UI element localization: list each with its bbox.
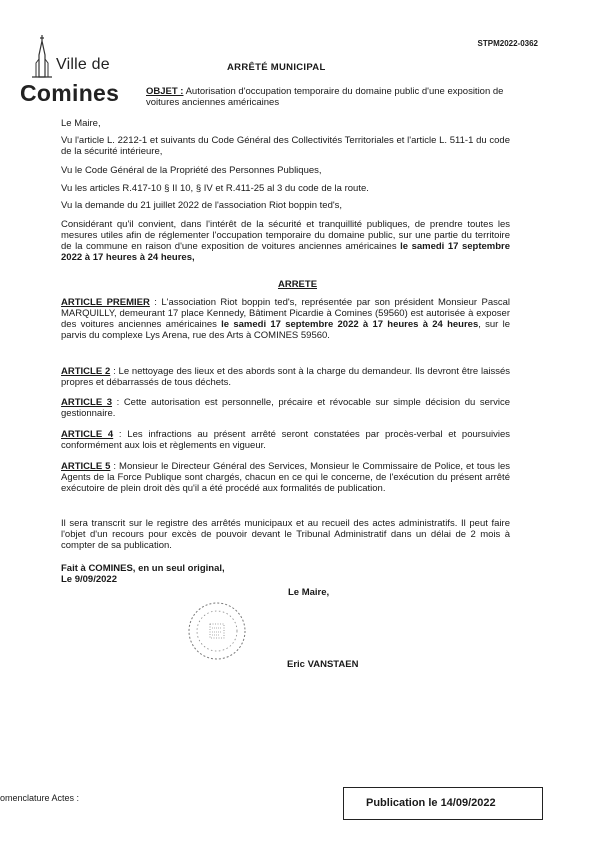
fait-date: Le 9/09/2022: [61, 574, 117, 585]
transcription-paragraph: Il sera transcrit sur le registre des arrêtés municipaux et au recueil des actes administratifs. Il peut faire l'objet d'un recours pour excès de pouvoir devant le Tribunal Administratif dans un délai de 2 mois à compter de sa publication.: [61, 518, 510, 551]
article-premier-text-1: : L'association Riot boppin ted's, représentée par son président Monsieur Pascal MARQUILLY, demeurant 17 place Kennedy, Bâtiment Picardie à Comines (59560) est autorisée à exposer des voitures anciennes américaines: [61, 297, 510, 330]
article-4-text: : Les infractions au présent arrêté seront constatées par procès-verbal et poursuivies conformément aux lois et règlements en vigueur.: [61, 429, 510, 451]
objet-block: [146, 86, 516, 108]
preamble-vu-cg3p: Vu le Code Général de la Propriété des Personnes Publiques,: [61, 165, 322, 176]
article-premier-text-2: , sur le parvis du complexe Lys Arena, rue des Arts à COMINES 59560.: [61, 319, 510, 341]
logo-ville-de: Ville de: [56, 56, 110, 73]
preamble-vu-code-route: Vu les articles R.417-10 § II 10, § IV et R.411-25 al 3 du code de la route.: [61, 183, 369, 194]
signatory-name: Eric VANSTAEN: [287, 659, 359, 670]
article-3-label: ARTICLE 3: [61, 397, 113, 408]
document-title: ARRÊTÉ MUNICIPAL: [227, 62, 326, 73]
document-reference: STPM2022-0362: [477, 39, 538, 48]
arrete-heading: ARRETE: [277, 279, 318, 290]
article-5-text: : Monsieur le Directeur Général des Services, Monsieur le Commissaire de Police, et tous les Agents de la Force Publique sont chargés, chacun en ce qui le concerne, de l'exécution du présent arrêté exécutoire de plein droit dès qu'il a été procédé aux formalités de publication.: [61, 461, 510, 494]
article-4: [61, 429, 510, 451]
article-2-text: : Le nettoyage des lieux et des abords sont à la charge du demandeur. Ils devront être laissés propres et débarrassés de tous déchets.: [61, 366, 510, 388]
considerant-paragraph: [61, 219, 510, 263]
preamble-vu-cgct: Vu l'article L. 2212-1 et suivants du Code Général des Collectivités Territoriales et l'article L. 511-1 du code de la sécurité intérieure,: [61, 135, 510, 157]
article-premier: [61, 297, 510, 341]
preamble-le-maire: Le Maire,: [61, 118, 101, 129]
objet-text: Autorisation d'occupation temporaire du domaine public d'une exposition de voitures anciennes américaines: [146, 86, 504, 108]
mairie-seal-stamp: [184, 598, 250, 664]
considerant-text: Considérant qu'il convient, dans l'intérêt de la sécurité et tranquillité publiques, de prendre toutes les mesures utiles afin de réglementer l'occupation temporaire du domaine public, sur une partie du territoire de la commune en raison d'une exposition de voitures anciennes américaines: [61, 219, 510, 252]
objet-label: OBJET :: [146, 86, 184, 97]
church-spire-icon: [30, 33, 54, 83]
article-premier-date: le samedi 17 septembre 2022 à 17 heures à 24 heures: [221, 319, 479, 330]
preamble-vu-demande: Vu la demande du 21 juillet 2022 de l'association Riot boppin ted's,: [61, 200, 343, 211]
article-4-label: ARTICLE 4: [61, 429, 114, 440]
article-2-label: ARTICLE 2: [61, 366, 111, 377]
signature-title: Le Maire,: [288, 587, 330, 598]
article-3: [61, 397, 510, 419]
publication-date: Publication le 14/09/2022: [366, 797, 496, 809]
nomenclature-actes: omenclature Actes :: [0, 793, 80, 803]
article-3-text: : Cette autorisation est personnelle, précaire et révocable sur simple décision du service gestionnaire.: [61, 397, 510, 419]
article-premier-label: ARTICLE PREMIER: [61, 297, 150, 308]
fait-line: Fait à COMINES, en un seul original,: [61, 563, 225, 574]
article-5-label: ARTICLE 5: [61, 461, 111, 472]
article-5: [61, 461, 510, 494]
article-2: [61, 366, 510, 388]
fait-a-comines: [61, 563, 225, 585]
considerant-date: le samedi 17 septembre 2022 à 17 heures à 24 heures,: [61, 241, 510, 263]
logo-comines: Comines: [20, 80, 120, 106]
